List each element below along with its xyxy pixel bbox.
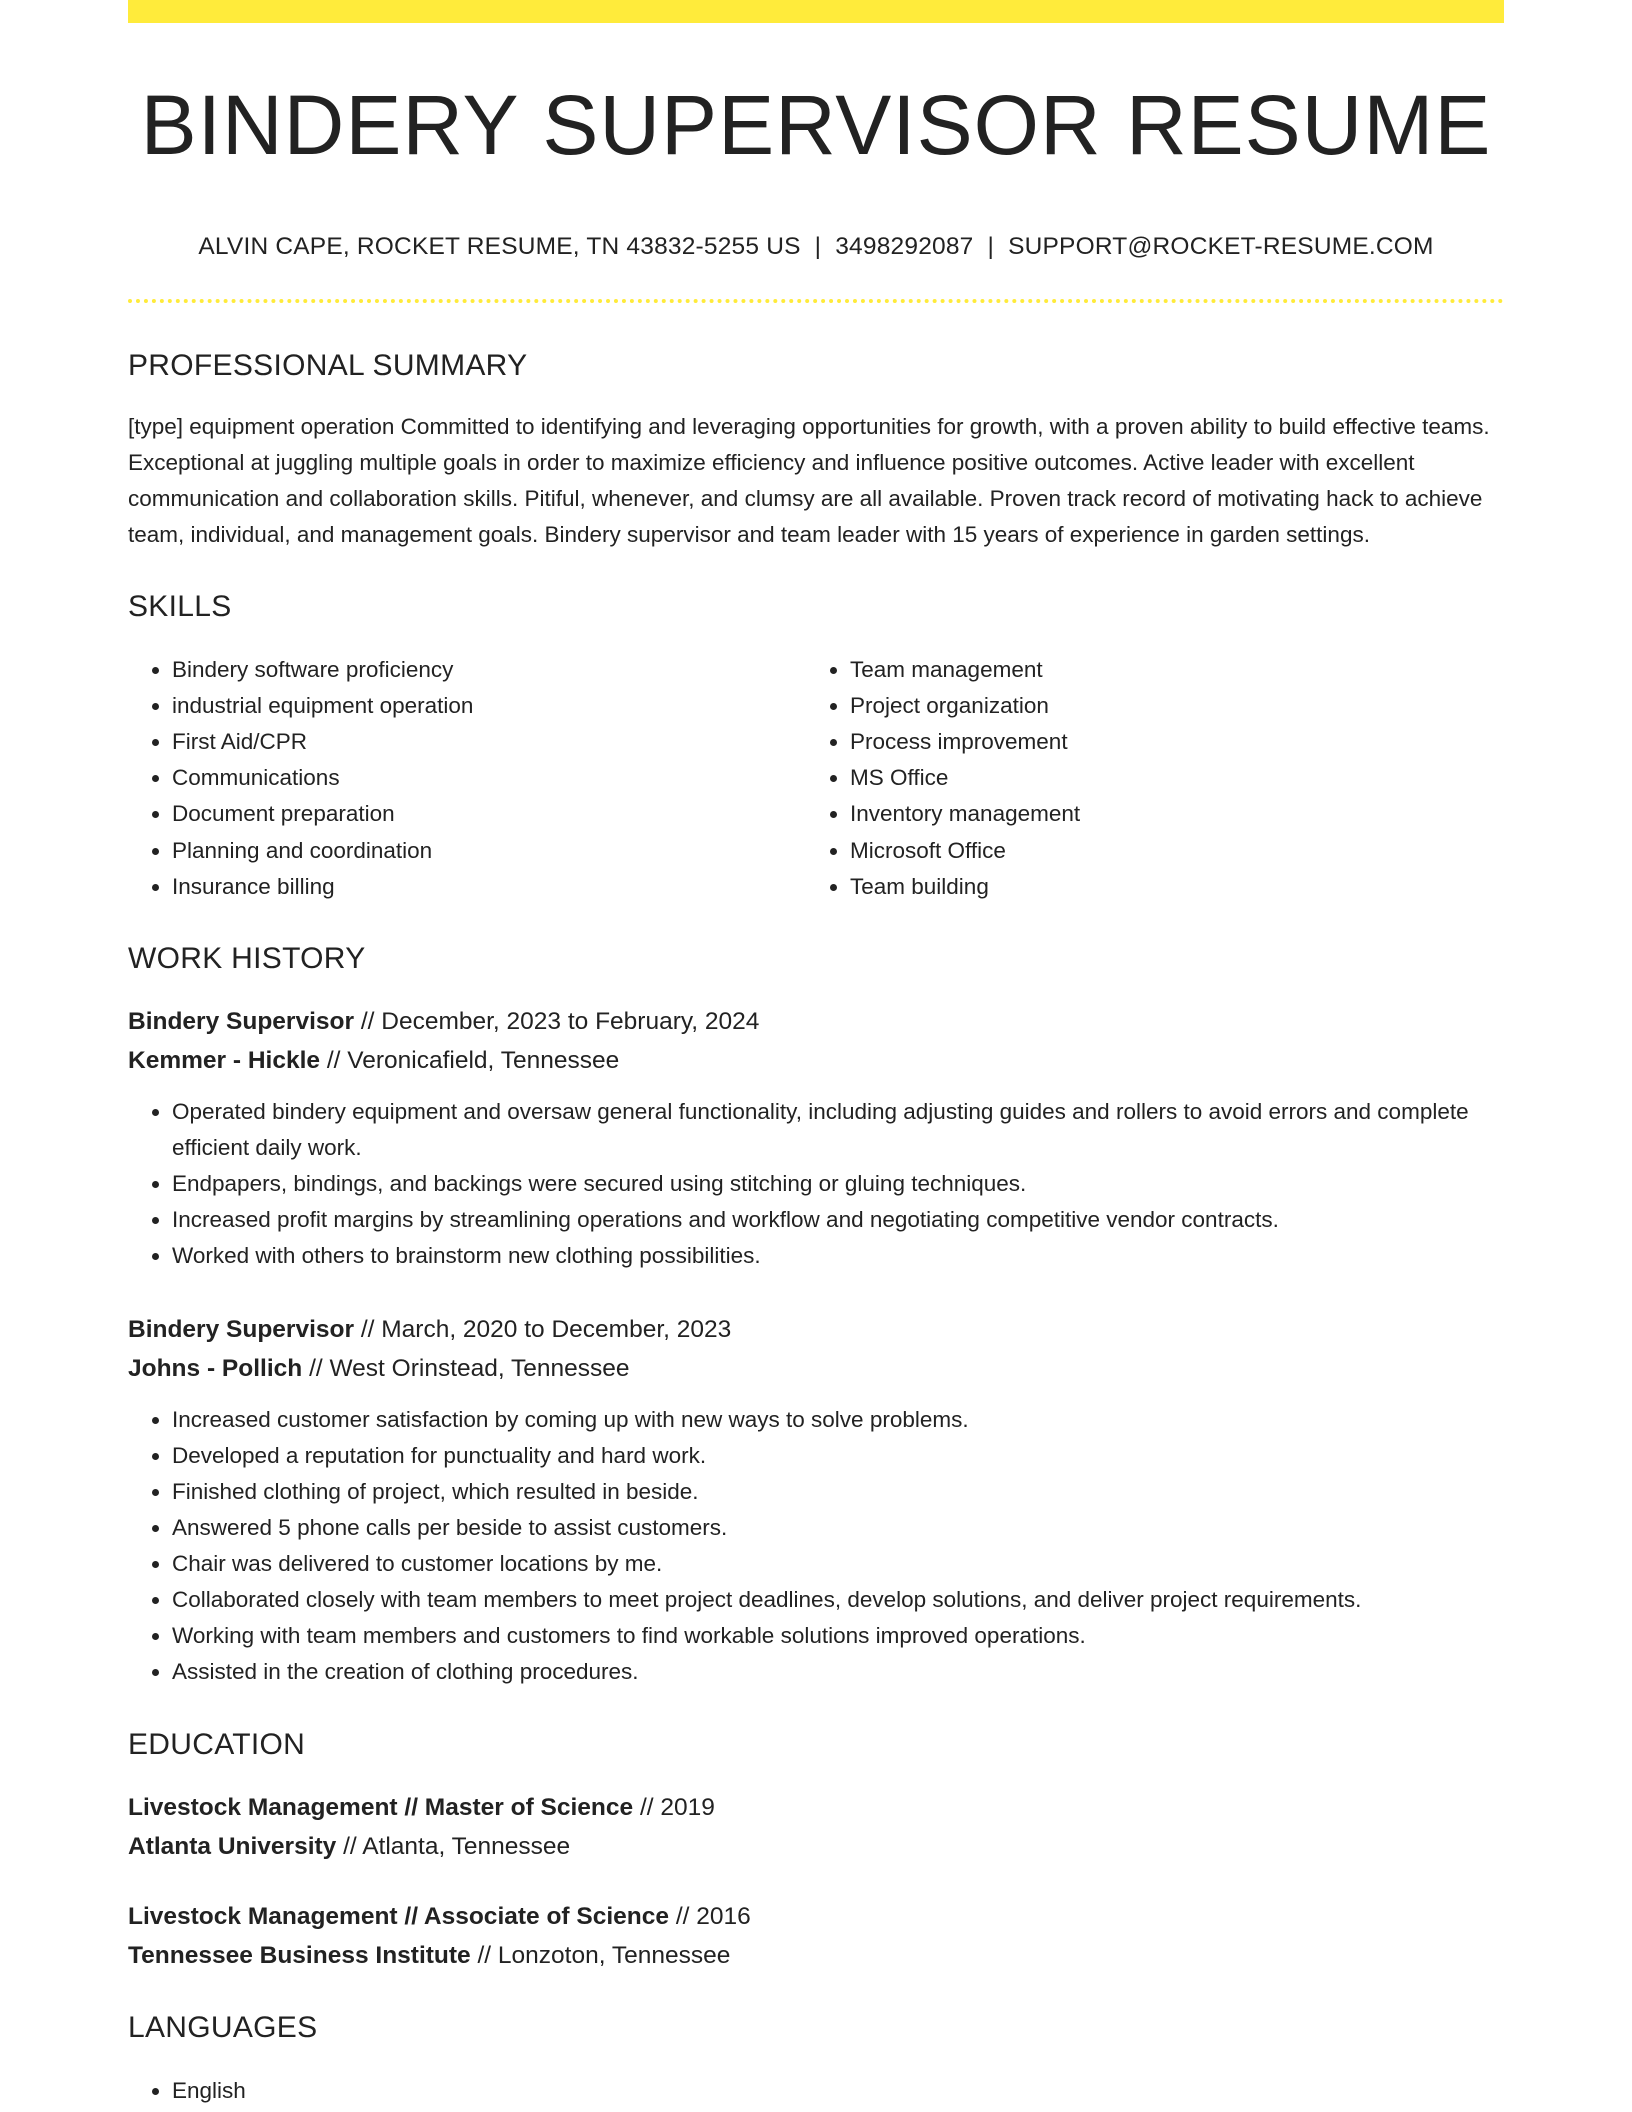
contact-line <box>128 235 1504 260</box>
skill-item: • Team building <box>850 869 1500 905</box>
skill-item: • Communications <box>172 760 806 796</box>
job-bullet: • Assisted in the creation of clothing procedures. <box>172 1654 1504 1690</box>
skill-item: • First Aid/CPR <box>172 724 806 760</box>
skill-item: • Bindery software proficiency <box>172 652 806 688</box>
skill-item: • Project organization <box>850 688 1500 724</box>
language-item: • English <box>172 2073 1504 2109</box>
education-entry <box>128 1788 1504 1866</box>
section-title-education: EDUCATION <box>128 1727 306 1761</box>
skill-item: • Insurance billing <box>172 869 806 905</box>
job-bullet: • Finished clothing of project, which resulted in beside. <box>172 1474 1504 1510</box>
contact-separator: | <box>987 233 995 260</box>
job-dates: // March, 2020 to December, 2023 <box>360 1315 732 1343</box>
job-bullet: • Worked with others to brainstorm new clothing possibilities. <box>172 1238 1504 1274</box>
job-bullet: • Working with team members and customers to find workable solutions improved operations. <box>172 1618 1504 1654</box>
education-entry <box>128 1897 1504 1975</box>
skill-item: • Microsoft Office <box>850 833 1500 869</box>
job-entry <box>128 1002 1504 1274</box>
education-school: Atlanta University <box>128 1832 337 1860</box>
contact-separator: | <box>814 233 822 260</box>
resume-page <box>128 0 1504 2109</box>
job-bullet: • Endpapers, bindings, and backings were secured using stitching or gluing techniques. <box>172 1166 1504 1202</box>
top-accent-bar <box>128 0 1504 23</box>
contact-phone: 3498292087 <box>835 233 974 260</box>
job-bullet: • Operated bindery equipment and oversaw general functionality, including adjusting guides and rollers to avoid errors and complete efficient daily work. <box>172 1094 1504 1166</box>
contact-email: SUPPORT@ROCKET-RESUME.COM <box>1008 233 1434 260</box>
header-divider <box>128 299 1504 303</box>
education-school: Tennessee Business Institute <box>128 1941 471 1969</box>
skill-item: • Inventory management <box>850 796 1500 832</box>
job-role-line <box>128 1002 1504 1041</box>
contact-address: ALVIN CAPE, ROCKET RESUME, TN 43832-5255 US <box>198 233 801 260</box>
skills-column-left <box>128 652 806 905</box>
job-location: // Veronicafield, Tennessee <box>326 1046 620 1074</box>
job-role: Bindery Supervisor <box>128 1315 355 1343</box>
section-title-work-history: WORK HISTORY <box>128 941 366 975</box>
education-school-line <box>128 1936 1504 1975</box>
education-year: // 2019 <box>639 1793 715 1821</box>
summary-text: [type] equipment operation Committed to identifying and leveraging opportunities for growth, with a proven ability to build effective teams. Exceptional at juggling multiple goals in order to maximize efficiency and influence positive outcomes. Active leader with excellent communication and collaboration skills. Pitiful, whenever, and clumsy are all available. Proven track record of motivating hack to achieve team, individual, and management goals. Bindery supervisor and team leader with 15 years of experience in garden settings. <box>128 413 1490 547</box>
job-company: Johns - Pollich <box>128 1354 303 1382</box>
section-title-languages: LANGUAGES <box>128 2010 318 2044</box>
skill-item: • MS Office <box>850 760 1500 796</box>
job-company: Kemmer - Hickle <box>128 1046 321 1074</box>
job-bullet: • Developed a reputation for punctuality and hard work. <box>172 1438 1504 1474</box>
skills-list <box>128 652 1504 905</box>
skill-item: • Process improvement <box>850 724 1500 760</box>
education-degree-line <box>128 1788 1504 1827</box>
job-bullets <box>128 1402 1504 1690</box>
job-company-line <box>128 1041 1504 1080</box>
job-bullet: • Collaborated closely with team members to meet project deadlines, develop solutions, and deliver project requirements. <box>172 1582 1504 1618</box>
job-bullets <box>128 1094 1504 1274</box>
skill-item: • Planning and coordination <box>172 833 806 869</box>
job-bullet: • Answered 5 phone calls per beside to assist customers. <box>172 1510 1504 1546</box>
education-degree: Livestock Management // Associate of Science <box>128 1902 670 1930</box>
skill-item: • industrial equipment operation <box>172 688 806 724</box>
job-entry <box>128 1310 1504 1690</box>
job-bullet: • Chair was delivered to customer locations by me. <box>172 1546 1504 1582</box>
skills-column-right <box>806 652 1500 905</box>
education-degree: Livestock Management // Master of Science <box>128 1793 634 1821</box>
education-location: // Atlanta, Tennessee <box>343 1832 571 1860</box>
languages-list <box>128 2073 1504 2109</box>
skill-item: • Document preparation <box>172 796 806 832</box>
section-title-summary: PROFESSIONAL SUMMARY <box>128 348 528 382</box>
section-title-skills: SKILLS <box>128 589 232 623</box>
job-role: Bindery Supervisor <box>128 1007 355 1035</box>
education-location: // Lonzoton, Tennessee <box>477 1941 731 1969</box>
education-degree-line <box>128 1897 1504 1936</box>
education-school-line <box>128 1827 1504 1866</box>
education-year: // 2016 <box>675 1902 751 1930</box>
job-dates: // December, 2023 to February, 2024 <box>360 1007 760 1035</box>
job-bullet: • Increased profit margins by streamlining operations and workflow and negotiating competitive vendor contracts. <box>172 1202 1504 1238</box>
job-bullet: • Increased customer satisfaction by coming up with new ways to solve problems. <box>172 1402 1504 1438</box>
skill-item: • Team management <box>850 652 1500 688</box>
job-role-line <box>128 1310 1504 1349</box>
job-company-line <box>128 1349 1504 1388</box>
resume-title: BINDERY SUPERVISOR RESUME <box>140 78 1492 172</box>
job-location: // West Orinstead, Tennessee <box>309 1354 630 1382</box>
